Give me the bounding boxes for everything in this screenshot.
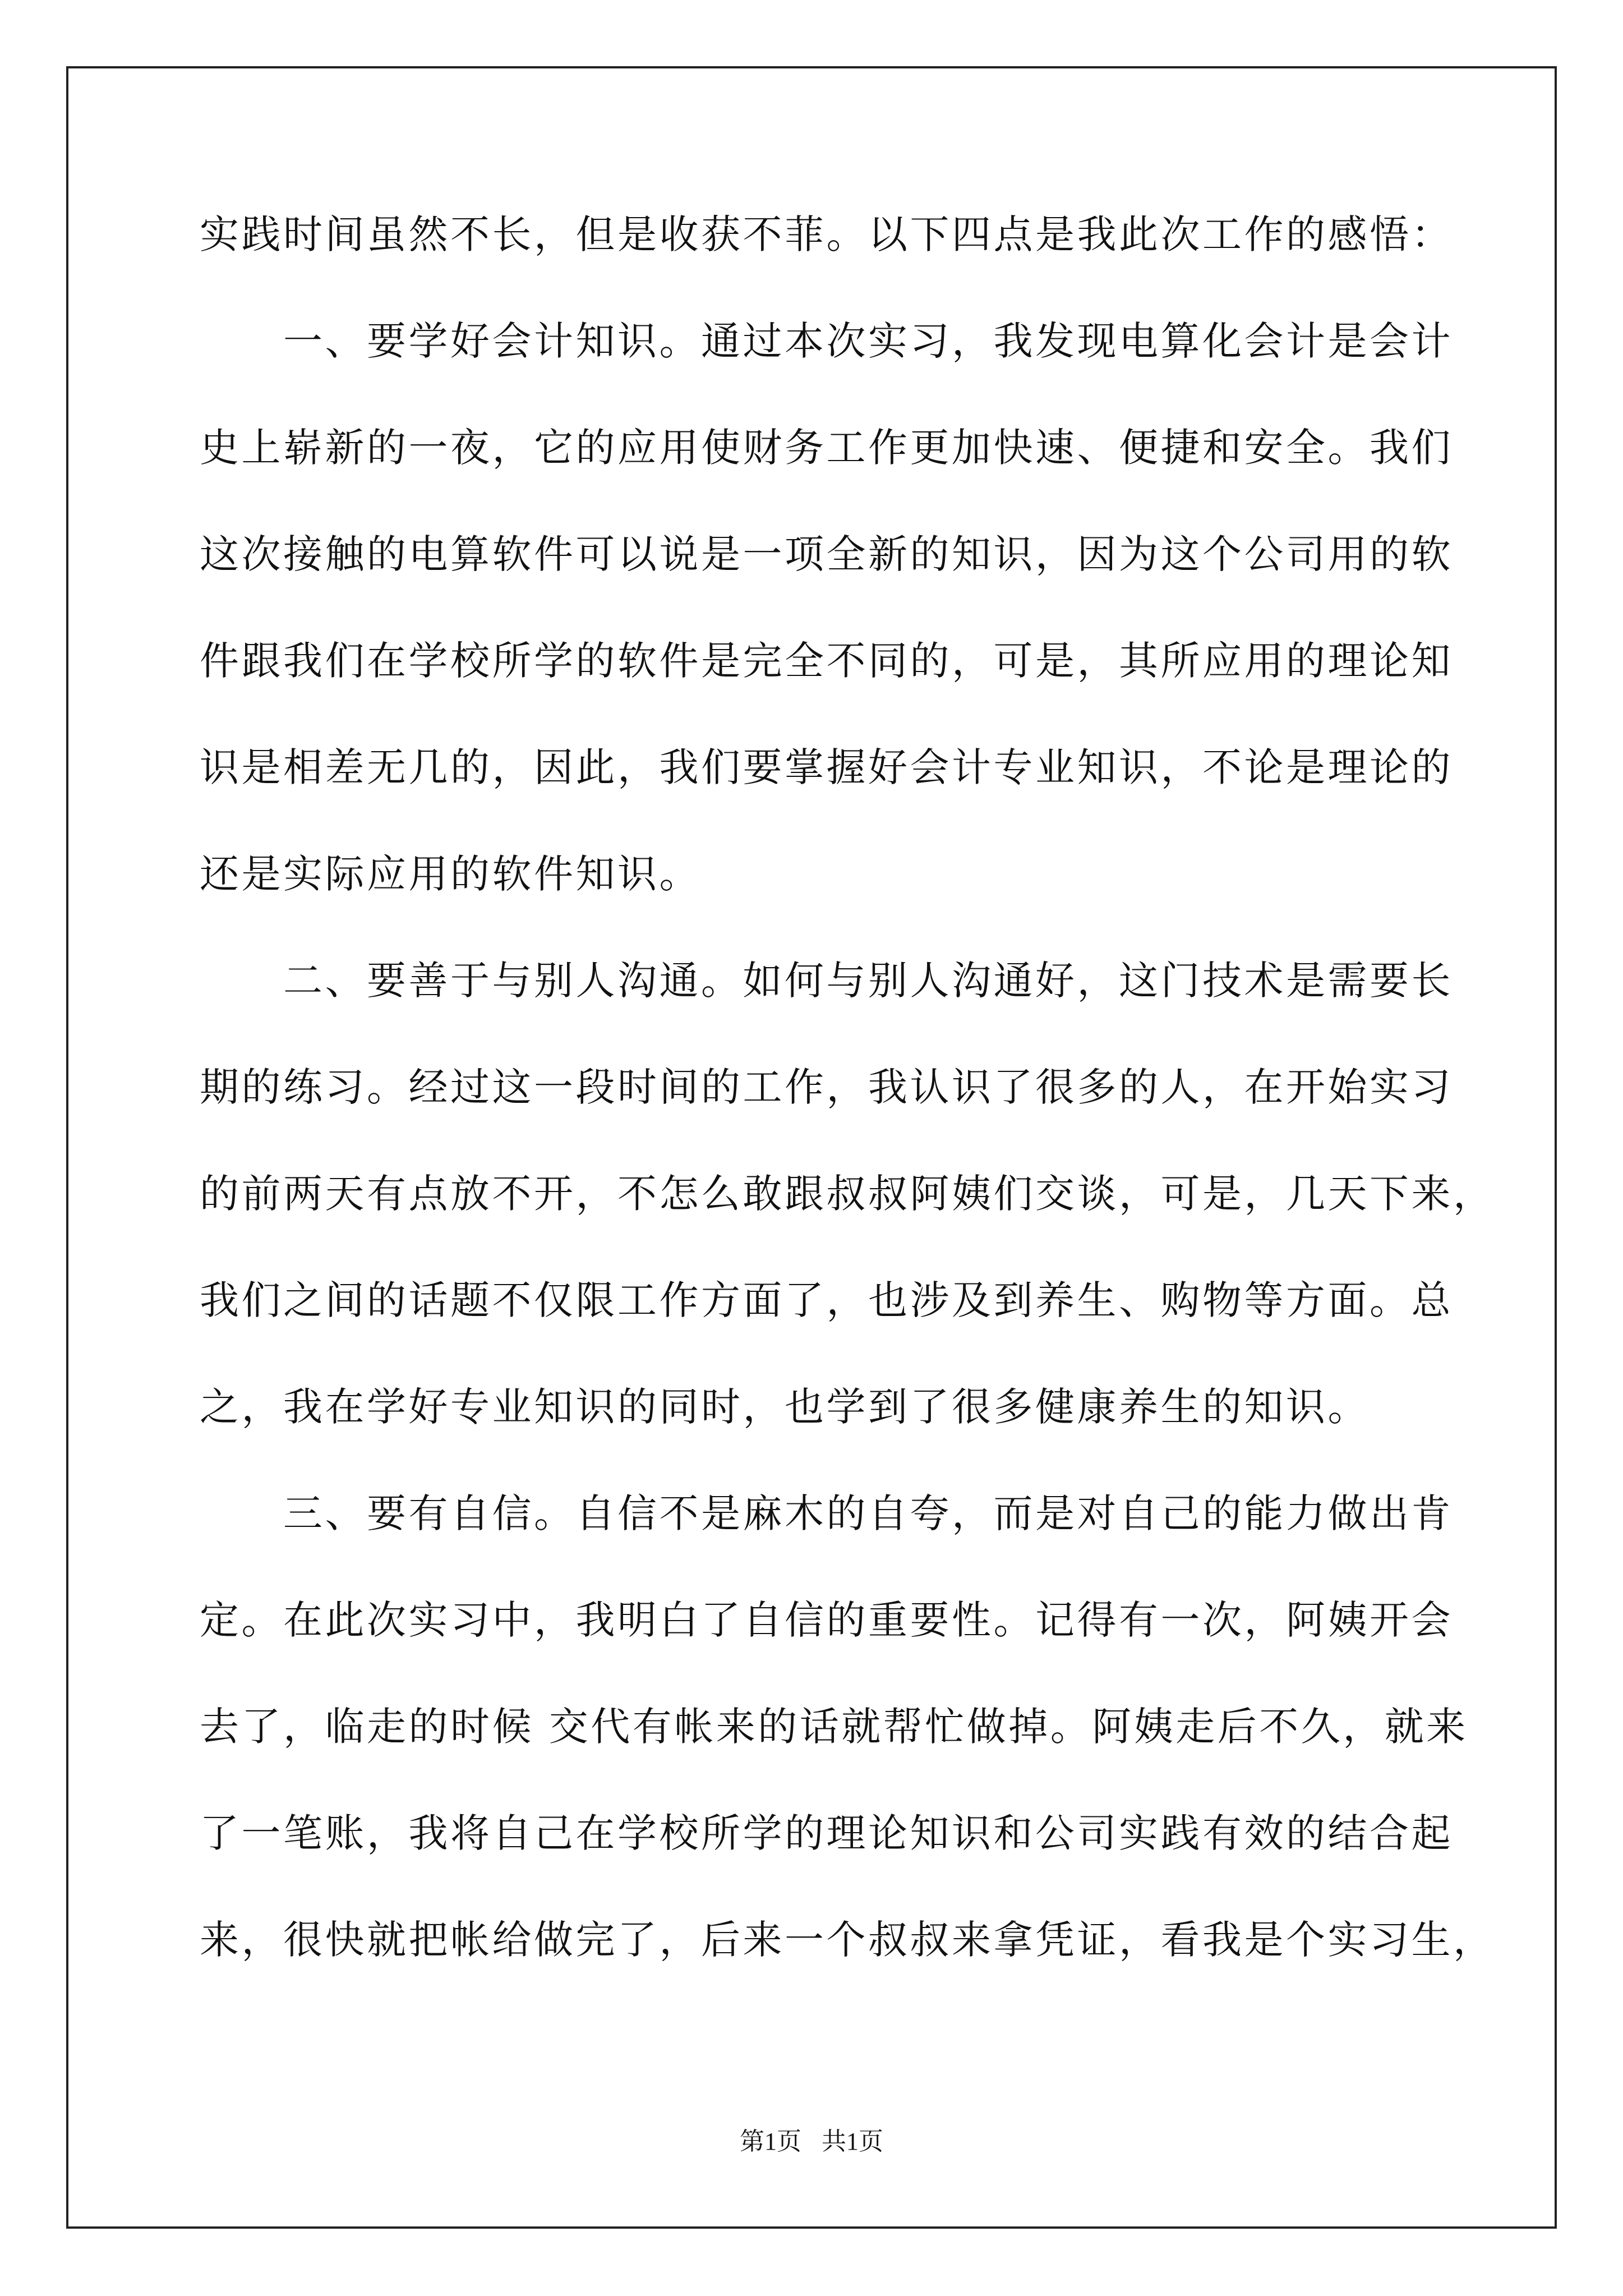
text-line: 史上崭新的一夜，它的应用使财务工作更加快速、便捷和安全。我们 — [200, 425, 1453, 471]
text-line: 之，我在学好专业知识的同时，也学到了很多健康养生的知识。 — [200, 1384, 1370, 1430]
text-line: 去了，临走的时候 交代有帐来的话就帮忙做掉。阿姨走后不久，就来 — [200, 1704, 1468, 1750]
text-line: 期的练习。经过这一段时间的工作，我认识了很多的人，在开始实习 — [200, 1064, 1453, 1110]
text-line: 件跟我们在学校所学的软件是完全不同的，可是，其所应用的理论知 — [200, 638, 1453, 684]
page-footer — [0, 2126, 1623, 2157]
text-line: 一、要学好会计知识。通过本次实习，我发现电算化会计是会计 — [200, 318, 1453, 364]
page-border — [66, 66, 1557, 2229]
text-line: 实践时间虽然不长，但是收获不菲。以下四点是我此次工作的感悟： — [200, 211, 1453, 257]
text-line: 来，很快就把帐给做完了，后来一个叔叔来拿凭证，看我是个实习生， — [200, 1917, 1495, 1963]
text-line: 识是相差无几的，因此，我们要掌握好会计专业知识，不论是理论的 — [200, 744, 1453, 790]
text-line: 二、要善于与别人沟通。如何与别人沟通好，这门技术是需要长 — [200, 958, 1453, 1004]
text-line: 还是实际应用的软件知识。 — [200, 851, 701, 897]
text-line: 这次接触的电算软件可以说是一项全新的知识，因为这个公司用的软 — [200, 531, 1453, 577]
text-line: 了一笔账，我将自己在学校所学的理论知识和公司实践有效的结合起 — [200, 1810, 1453, 1856]
text-line: 三、要有自信。自信不是麻木的自夸，而是对自己的能力做出肯 — [200, 1490, 1453, 1536]
page-total: 共1页 — [822, 2128, 883, 2155]
text-line: 定。在此次实习中，我明白了自信的重要性。记得有一次，阿姨开会 — [200, 1597, 1453, 1643]
text-line: 的前两天有点放不开，不怎么敢跟叔叔阿姨们交谈，可是，几天下来， — [200, 1171, 1495, 1217]
page-number: 第1页 — [740, 2128, 801, 2155]
text-line: 我们之间的话题不仅限工作方面了，也涉及到养生、购物等方面。总 — [200, 1277, 1453, 1323]
